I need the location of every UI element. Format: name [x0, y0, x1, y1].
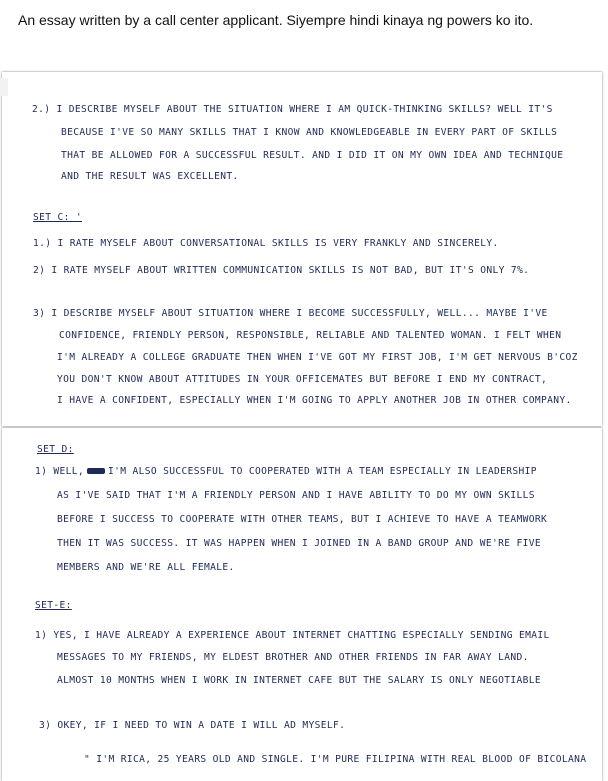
answer-e1-line-3: ALMOST 10 MONTHS WHEN I WORK IN INTERNET CAFE BUT THE SALARY IS ONLY NEGOTIABLE — [57, 675, 541, 686]
answer-c1: 1.) I RATE MYSELF ABOUT CONVERSATIONAL SKILLS IS VERY FRANKLY AND SINCERELY. — [33, 238, 499, 249]
answer-d1-line-5: MEMBERS AND WE'RE ALL FEMALE. — [57, 562, 235, 573]
answer-d1-line-3: BEFORE I SUCCESS TO COOPERATE WITH OTHER TEAMS, BUT I ACHIEVE TO HAVE A TEAMWORK — [57, 514, 548, 525]
page-edge-notch — [0, 78, 8, 96]
set-c-heading: SET C: ' — [33, 212, 83, 223]
scanned-page-2 — [2, 428, 602, 781]
answer-c3-line-3: I'M ALREADY A COLLEGE GRADUATE THEN WHEN I'VE GOT MY FIRST JOB, I'M GET NERVOUS B'COZ — [57, 352, 578, 363]
answer-c2: 2) I RATE MYSELF ABOUT WRITTEN COMMUNICATION SKILLS IS NOT BAD, BUT IT'S ONLY 7%. — [33, 265, 530, 276]
set-d-heading: SET D: — [37, 444, 74, 455]
answer-e3-quote: " I'M RICA, 25 YEARS OLD AND SINGLE. I'M PURE FILIPINA WITH REAL BLOOD OF BICOLANA — [84, 754, 587, 765]
post-caption: An essay written by a call center applicant. Siyempre hindi kinaya ng powers ko ito. — [18, 12, 534, 28]
answer-d1-prefix: 1) WELL, — [35, 466, 85, 477]
answer-c3-line-5: I HAVE A CONFIDENT, ESPECIALLY WHEN I'M GOING TO APPLY ANOTHER JOB IN OTHER COMPANY. — [57, 395, 572, 406]
scanned-page-1 — [2, 72, 602, 426]
answer-d1-line-4: THEN IT WAS SUCCESS. IT WAS HAPPEN WHEN I JOINED IN A BAND GROUP AND WE'RE FIVE — [57, 538, 541, 549]
answer-e1-line-2: MESSAGES TO MY FRIENDS, MY ELDEST BROTHER AND OTHER FRIENDS IN FAR AWAY LAND. — [57, 652, 529, 663]
answer-2-line-4: AND THE RESULT WAS EXCELLENT. — [61, 171, 239, 182]
answer-c3-line-4: YOU DON'T KNOW ABOUT ATTITUDES IN YOUR OFFICEMATES BUT BEFORE I END MY CONTRACT, — [57, 374, 548, 385]
answer-d1-line-2: AS I'VE SAID THAT I'M A FRIENDLY PERSON AND I HAVE ABILITY TO DO MY OWN SKILLS — [57, 490, 535, 501]
answer-d1-rest: I'M ALSO SUCCESSFUL TO COOPERATED WITH A TEAM ESPECIALLY IN LEADERSHIP — [108, 466, 537, 477]
answer-c3-line-1: 3) I DESCRIBE MYSELF ABOUT SITUATION WHERE I BECOME SUCCESSFULLY, WELL... MAYBE I'VE — [33, 308, 548, 319]
set-e-heading: SET-E: — [35, 600, 72, 611]
answer-c3-line-2: CONFIDENCE, FRIENDLY PERSON, RESPONSIBLE, RELIABLE AND TALENTED WOMAN. I FELT WHEN — [59, 330, 562, 341]
answer-2-line-1: 2.) I DESCRIBE MYSELF ABOUT THE SITUATION WHERE I AM QUICK-THINKING SKILLS? WELL IT'S — [32, 104, 553, 115]
scribbled-out-word — [87, 468, 105, 474]
answer-d1-line-1 — [35, 466, 537, 477]
answer-2-line-2: BECAUSE I'VE SO MANY SKILLS THAT I KNOW AND KNOWLEDGEABLE IN EVERY PART OF SKILLS — [61, 127, 558, 138]
answer-e3: 3) OKEY, IF I NEED TO WIN A DATE I WILL AD MYSELF. — [39, 720, 346, 731]
answer-2-line-3: THAT BE ALLOWED FOR A SUCCESSFUL RESULT. AND I DID IT ON MY OWN IDEA AND TECHNIQUE — [61, 150, 564, 161]
answer-e1-line-1: 1) YES, I HAVE ALREADY A EXPERIENCE ABOUT INTERNET CHATTING ESPECIALLY SENDING EMAIL — [35, 630, 550, 641]
